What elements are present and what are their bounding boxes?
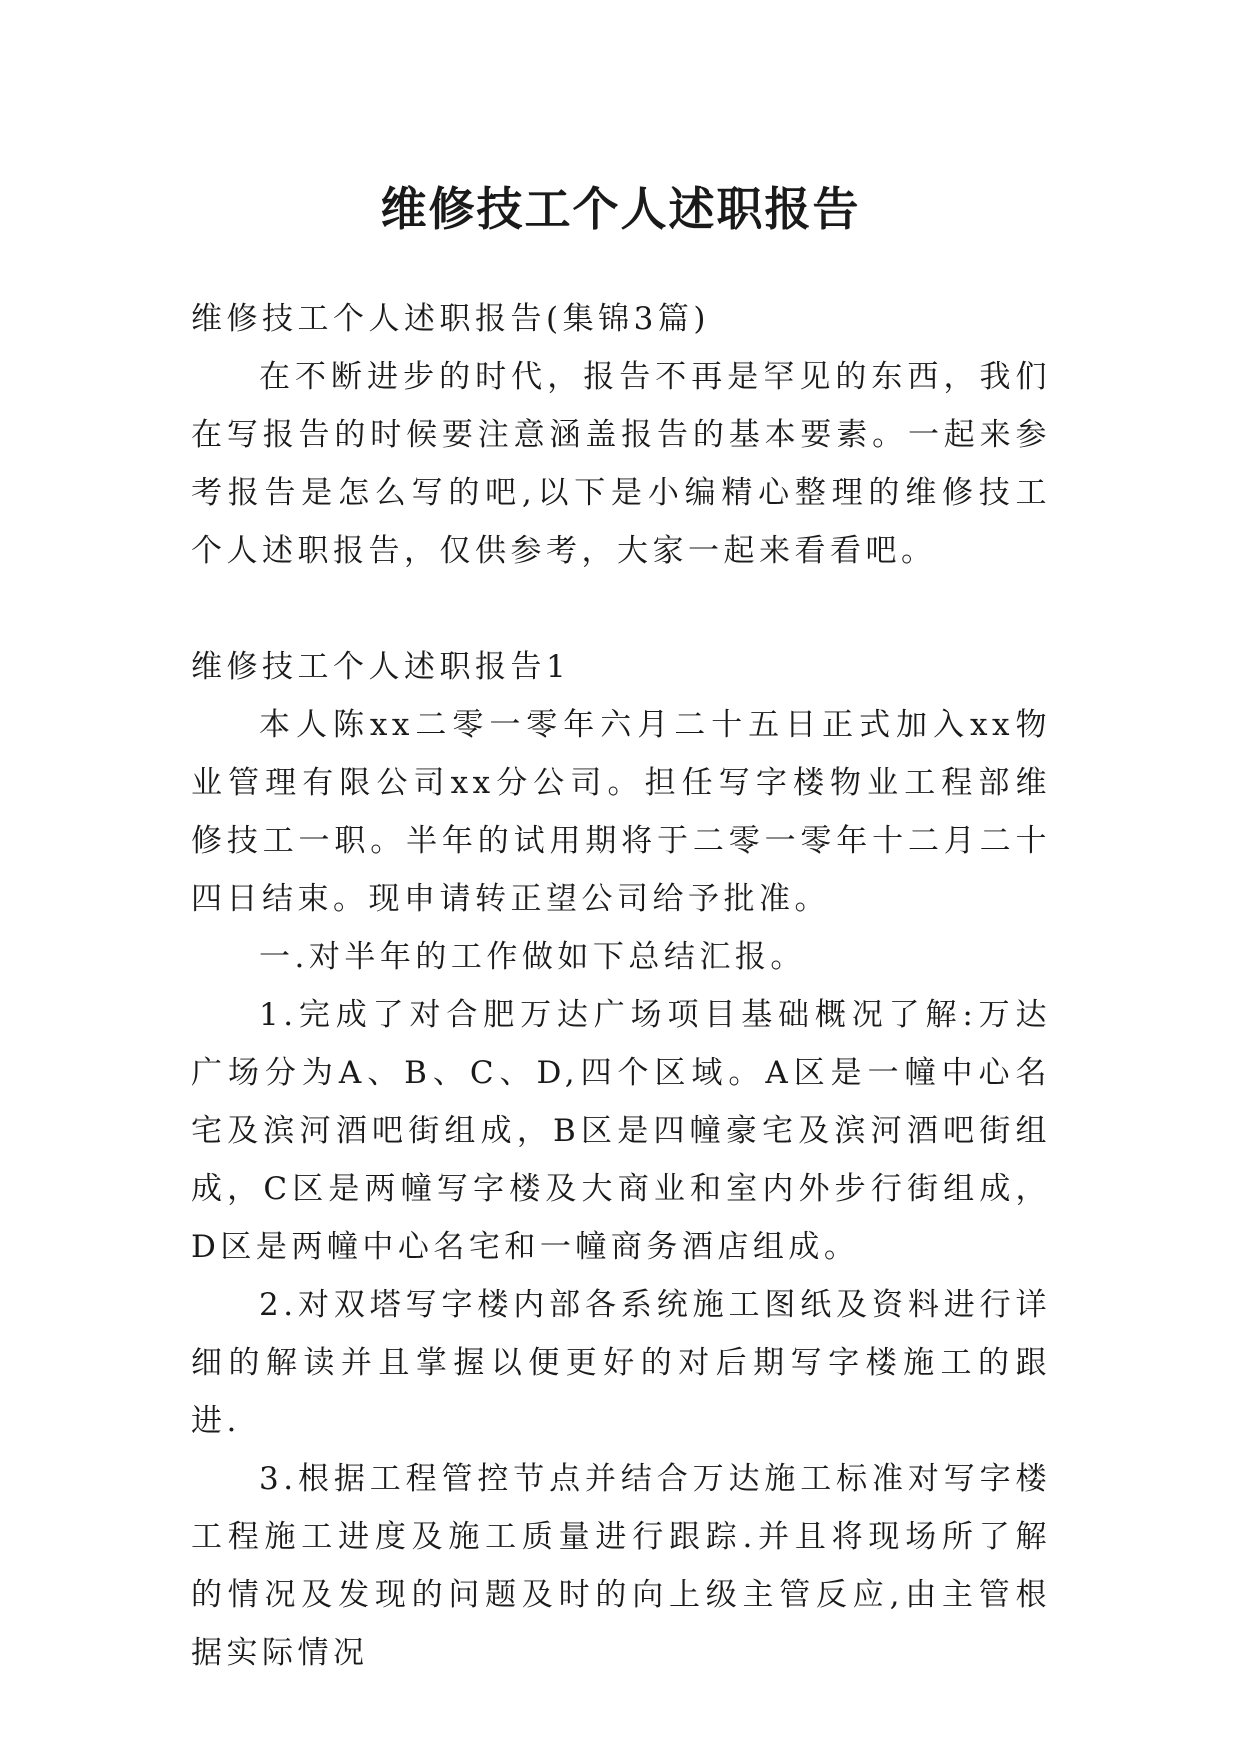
- body-paragraph: 1.完成了对合肥万达广场项目基础概况了解:万达广场分为A、B、C、D,四个区域。A区是一幢中心名宅及滨河酒吧街组成，B区是四幢豪宅及滨河酒吧街组成，C区是两幢写字楼及大商业和室内外步行街组成，D区是两幢中心名宅和一幢商务酒店组成。: [191, 997, 1051, 1265]
- body-paragraph: 2.对双塔写字楼内部各系统施工图纸及资料进行详细的解读并且掌握以便更好的对后期写字楼施工的跟进.: [191, 1287, 1051, 1439]
- subtitle-line: 维修技工个人述职报告(集锦3篇): [191, 301, 710, 337]
- document-title: 维修技工个人述职报告: [380, 181, 861, 236]
- document-body: [191, 290, 1051, 1682]
- section-heading: 维修技工个人述职报告1: [191, 649, 571, 685]
- intro-paragraph: 在不断进步的时代，报告不再是罕见的东西，我们在写报告的时候要注意涵盖报告的基本要素。一起来参考报告是怎么写的吧,以下是小编精心整理的维修技工个人述职报告，仅供参考，大家一起来看看吧。: [191, 359, 1051, 569]
- body-paragraph: 一.对半年的工作做如下总结汇报。: [259, 939, 806, 975]
- body-paragraph: 本人陈xx二零一零年六月二十五日正式加入xx物业管理有限公司xx分公司。担任写字楼物业工程部维修技工一职。半年的试用期将于二零一零年十二月二十四日结束。现申请转正望公司给予批准。: [191, 707, 1051, 917]
- body-paragraph: 3.根据工程管控节点并结合万达施工标准对写字楼工程施工进度及施工质量进行跟踪.并且将现场所了解的情况及发现的问题及时的向上级主管反应,由主管根据实际情况: [191, 1461, 1051, 1671]
